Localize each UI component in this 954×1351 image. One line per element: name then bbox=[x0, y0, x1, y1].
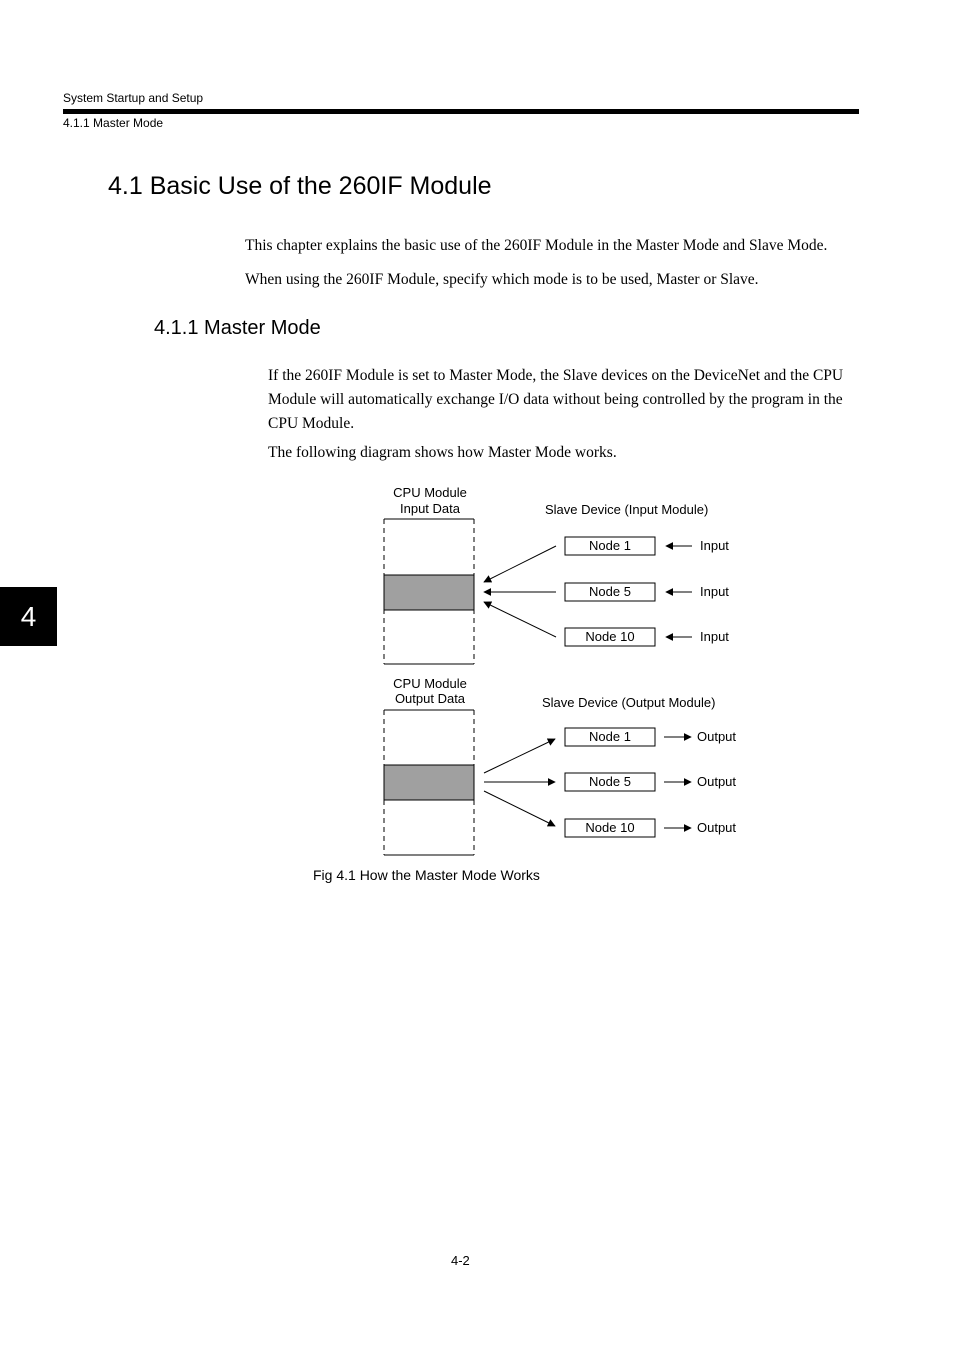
chapter-tab: 4 bbox=[0, 587, 57, 646]
input-node-10-label: Node 10 bbox=[585, 629, 635, 644]
header-rule bbox=[63, 109, 859, 114]
input-arrow-node-1 bbox=[484, 546, 556, 582]
running-header-subsection: 4.1.1 Master Mode bbox=[63, 116, 164, 130]
input-signal-label-1: Input bbox=[700, 538, 729, 553]
input-node-1 bbox=[565, 537, 655, 555]
output-arrow-node-10 bbox=[484, 791, 555, 826]
output-arrow-node-1 bbox=[484, 739, 555, 773]
input-signal-label-5: Input bbox=[700, 584, 729, 599]
input-node-10 bbox=[565, 628, 655, 646]
output-node-5-label: Node 5 bbox=[589, 774, 631, 789]
output-signal-label-1: Output bbox=[697, 729, 737, 744]
output-slave-label: Slave Device (Output Module) bbox=[542, 695, 716, 710]
output-data-highlight bbox=[384, 765, 474, 800]
section-heading: 4.1 Basic Use of the 260IF Module bbox=[108, 172, 492, 200]
input-slave-label: Slave Device (Input Module) bbox=[545, 502, 709, 517]
input-node-5-label: Node 5 bbox=[589, 584, 631, 599]
input-node-1-label: Node 1 bbox=[589, 538, 631, 553]
input-node-5 bbox=[565, 583, 655, 601]
input-data-block bbox=[384, 519, 474, 664]
output-signal-label-5: Output bbox=[697, 774, 737, 789]
master-mode-diagram bbox=[300, 480, 760, 865]
output-node-10 bbox=[565, 819, 655, 837]
intro-paragraph-2: When using the 260IF Module, specify which mode is to be used, Master or Slave. bbox=[245, 271, 759, 288]
input-cpu-label-line1: CPU Module bbox=[393, 485, 467, 500]
body-paragraph-1: If the 260IF Module is set to Master Mode, the Slave devices on the DeviceNet and the CPU Module will automatically exchange I/O data without being controlled by the program in the CPU Module. bbox=[268, 367, 844, 432]
subsection-heading: 4.1.1 Master Mode bbox=[154, 317, 321, 339]
output-data-block bbox=[384, 710, 474, 855]
figure-caption: Fig 4.1 How the Master Mode Works bbox=[313, 867, 540, 883]
body-paragraph-2: The following diagram shows how Master Mode works. bbox=[268, 444, 617, 461]
input-signal-label-10: Input bbox=[700, 629, 729, 644]
intro-paragraph-1: This chapter explains the basic use of the 260IF Module in the Master Mode and Slave Mode. bbox=[245, 237, 828, 254]
input-cpu-label-line2: Input Data bbox=[400, 501, 460, 516]
input-data-highlight bbox=[384, 575, 474, 610]
output-cpu-label-line2: Output Data bbox=[394, 691, 466, 706]
output-node-5 bbox=[565, 773, 655, 791]
output-node-1 bbox=[565, 728, 655, 746]
output-signal-label-10: Output bbox=[697, 820, 737, 835]
output-node-10-label: Node 10 bbox=[585, 820, 635, 835]
output-node-1-label: Node 1 bbox=[589, 729, 631, 744]
page-number: 4-2 bbox=[451, 1253, 470, 1268]
input-arrow-node-10 bbox=[484, 602, 556, 637]
output-cpu-label-line1: CPU Module bbox=[393, 676, 467, 691]
running-header-title: System Startup and Setup bbox=[63, 91, 204, 105]
